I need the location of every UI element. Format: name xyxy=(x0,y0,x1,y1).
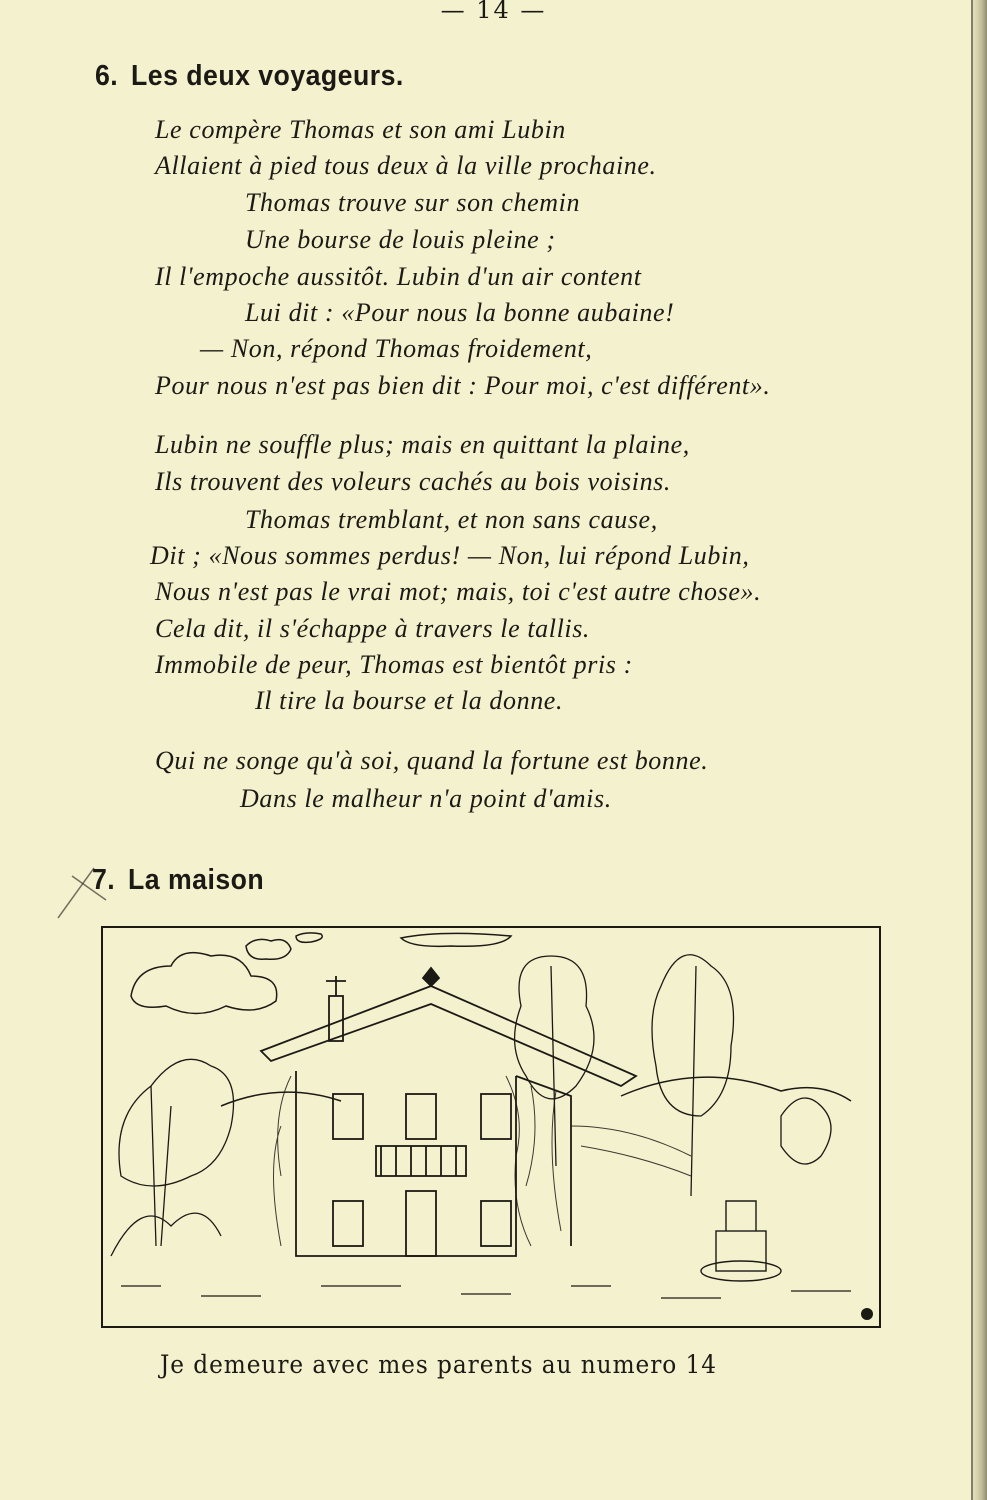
cloud-icon xyxy=(131,933,511,1014)
section-7-title: La maison xyxy=(128,864,265,896)
poem-moral-line: Dans le malheur n'a point d'amis. xyxy=(240,784,612,813)
poem-moral-line: Qui ne songe qu'à soi, quand la fortune est bonne. xyxy=(155,746,709,775)
poem-line: Thomas trouve sur son chemin xyxy=(245,188,581,217)
section-6-heading xyxy=(95,60,404,93)
house-illustration-icon xyxy=(101,926,881,1328)
tree-icon xyxy=(515,955,831,1196)
poem-line: Il tire la bourse et la donne. xyxy=(255,686,564,715)
tree-icon xyxy=(111,1059,234,1256)
page-edge-line xyxy=(971,0,973,1500)
section-7-number: 7. xyxy=(92,864,116,896)
section-6-number: 6. xyxy=(95,60,119,92)
poem-line: Cela dit, il s'échappe à travers le tallis. xyxy=(155,614,591,643)
poem-line: Ils trouvent des voleurs cachés au bois voisins. xyxy=(155,467,671,496)
poem-line: Une bourse de louis pleine ; xyxy=(245,225,556,254)
poem-line: Allaient à pied tous deux à la ville prochaine. xyxy=(155,151,657,180)
page-number: — 14 — xyxy=(440,0,547,24)
page-edge xyxy=(971,0,987,1500)
poem-line: Pour nous n'est pas bien dit : Pour moi, c'est différent». xyxy=(155,371,771,400)
section-7-text: Je demeure avec mes parents au numero 14 xyxy=(160,1350,717,1379)
poem-line: Immobile de peur, Thomas est bientôt pris : xyxy=(155,650,633,679)
poem-line: — Non, répond Thomas froidement, xyxy=(200,334,593,363)
house-icon xyxy=(261,968,636,1256)
poem-line: Lubin ne souffle plus; mais en quittant la plaine, xyxy=(155,430,690,459)
poem-line: Il l'empoche aussitôt. Lubin d'un air content xyxy=(155,262,642,291)
poem-line: Nous n'est pas le vrai mot; mais, toi c'est autre chose». xyxy=(155,577,762,606)
poem-line: Thomas tremblant, et non sans cause, xyxy=(245,505,658,534)
section-7-heading xyxy=(92,864,264,897)
poem-line: Le compère Thomas et son ami Lubin xyxy=(155,115,566,144)
well-icon xyxy=(701,1201,781,1281)
poem-line: Dit ; «Nous sommes perdus! — Non, lui répond Lubin, xyxy=(150,541,750,570)
poem-line: Lui dit : «Pour nous la bonne aubaine! xyxy=(245,298,675,327)
section-6-title: Les deux voyageurs. xyxy=(131,60,404,92)
